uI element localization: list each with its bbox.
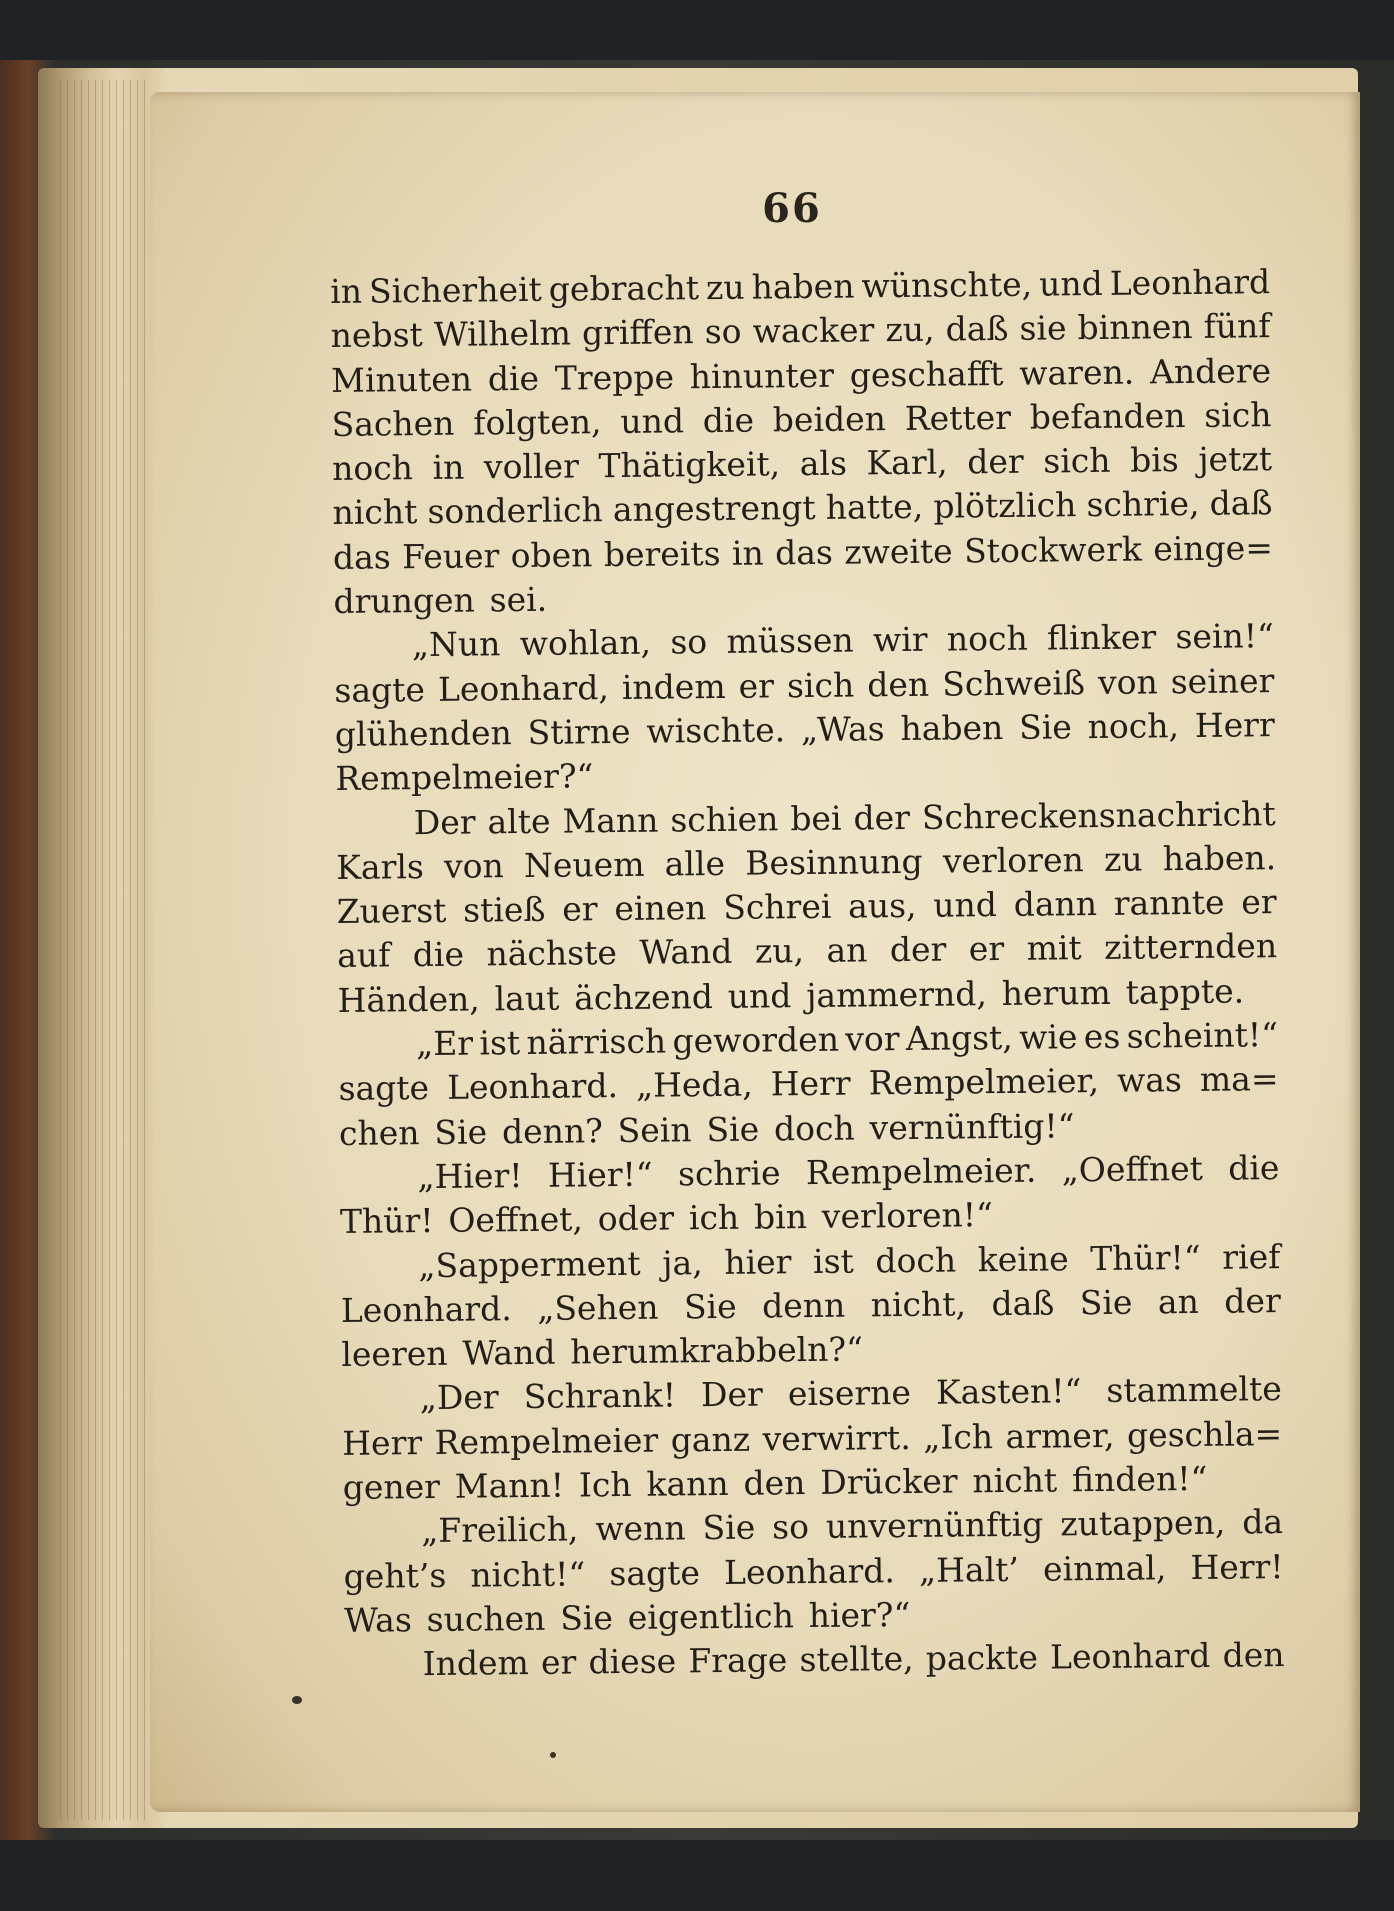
word: Sie xyxy=(706,1109,760,1149)
word: was xyxy=(1116,1060,1183,1101)
word: Herr xyxy=(342,1422,423,1463)
word: Der xyxy=(700,1374,764,1415)
word: Stirne xyxy=(527,711,631,752)
word: Mann! xyxy=(454,1465,565,1506)
word: alle xyxy=(664,843,726,884)
word: „Nun xyxy=(411,624,501,665)
word: sich xyxy=(1043,441,1111,481)
word: wacker xyxy=(752,310,875,351)
word: „Ich xyxy=(922,1416,994,1457)
word: geworden xyxy=(672,1019,840,1061)
word: Herr! xyxy=(1190,1546,1284,1587)
word: waren. xyxy=(1019,352,1135,393)
word: scheint!“ xyxy=(1126,1015,1279,1056)
word: Schweiß xyxy=(942,662,1086,704)
word: noch xyxy=(946,619,1028,659)
word: binnen xyxy=(1077,307,1193,348)
word: ich xyxy=(688,1198,740,1238)
word: bin xyxy=(753,1197,808,1237)
word: als xyxy=(799,443,848,484)
word: haben xyxy=(751,266,855,307)
word: „Heda, xyxy=(635,1064,753,1106)
page-number: 66 xyxy=(762,185,822,232)
word: von xyxy=(443,846,505,886)
word: Neuem xyxy=(523,844,645,885)
word: gebracht xyxy=(548,268,700,309)
word: „Oeffnet xyxy=(1061,1148,1204,1190)
word: unvernünftig xyxy=(825,1504,1044,1547)
word: Treppe xyxy=(554,356,675,398)
word: „Sapperment xyxy=(418,1243,641,1285)
word: nicht!“ xyxy=(470,1554,586,1595)
word: nebst xyxy=(330,315,423,356)
word: der xyxy=(889,930,947,970)
word: tappte. xyxy=(1125,971,1245,1012)
word: Leonhard. xyxy=(723,1550,896,1592)
word: Schreckensnachricht xyxy=(921,793,1276,837)
page-edges xyxy=(60,80,150,1820)
word: von xyxy=(1097,662,1158,702)
word: und xyxy=(727,975,792,1016)
word: Thätigkeit, xyxy=(598,444,781,486)
word: schrie xyxy=(677,1153,781,1194)
word: rannte xyxy=(1113,882,1225,923)
word: den xyxy=(867,664,930,705)
word: daß xyxy=(991,1283,1055,1323)
word: Rempelmeier?“ xyxy=(335,756,594,799)
word: Karl, xyxy=(866,442,948,483)
word: ächzend xyxy=(573,976,714,1018)
word: finden!“ xyxy=(1071,1458,1208,1500)
word: Rempelmeier, xyxy=(868,1061,1100,1103)
word: stellte, xyxy=(799,1639,914,1680)
word: keine xyxy=(977,1238,1069,1279)
word: Herr xyxy=(1194,705,1275,745)
word: sagte xyxy=(338,1068,430,1109)
word: den xyxy=(743,1463,806,1503)
word: Indem xyxy=(422,1643,530,1684)
word: bis xyxy=(1129,440,1179,480)
word: hatte, xyxy=(825,487,924,528)
word: Sie xyxy=(560,1598,614,1638)
word: er xyxy=(1241,882,1277,922)
word: er xyxy=(540,1642,577,1683)
word: „Er xyxy=(415,1023,474,1064)
word: sie xyxy=(1019,308,1067,349)
word: leeren xyxy=(341,1333,448,1375)
word: einen xyxy=(614,888,707,929)
word: auf xyxy=(336,935,391,976)
word: der xyxy=(853,797,911,838)
word: stammelte xyxy=(1106,1369,1282,1411)
word: Angst, xyxy=(905,1017,1014,1059)
word: befanden xyxy=(1029,395,1186,437)
word: der xyxy=(967,441,1024,482)
word: ma= xyxy=(1199,1059,1279,1100)
word: voller xyxy=(483,446,580,487)
word: schien xyxy=(670,798,779,840)
word: oder xyxy=(597,1198,675,1239)
word: er xyxy=(968,929,1005,969)
word: Sie xyxy=(683,1286,737,1327)
word: wie xyxy=(1018,1017,1078,1057)
word: eigentlich xyxy=(627,1596,795,1637)
word: plötzlich xyxy=(933,485,1077,527)
word: zu xyxy=(1103,839,1143,879)
word: Oeffnet, xyxy=(448,1199,584,1241)
word: Karls xyxy=(336,846,425,887)
word: nicht, xyxy=(870,1284,967,1325)
word: drungen xyxy=(333,580,475,622)
word: Wand xyxy=(639,932,733,973)
word: zweite xyxy=(843,531,953,572)
word: jammernd, xyxy=(805,973,988,1015)
word: suchen xyxy=(426,1598,546,1639)
word: Ich xyxy=(578,1464,632,1505)
word: beiden xyxy=(772,399,887,440)
word: nicht xyxy=(972,1460,1058,1501)
word: angestrengt xyxy=(612,488,816,530)
word: Sachen xyxy=(331,403,455,444)
word: und xyxy=(1038,263,1103,304)
word: Feuer xyxy=(401,536,500,577)
word: Sie xyxy=(1018,707,1073,747)
word: laut xyxy=(494,978,560,1019)
word: glühenden xyxy=(334,713,512,754)
word: das xyxy=(774,532,834,573)
word: Kasten!“ xyxy=(935,1371,1082,1413)
word: die xyxy=(1228,1148,1280,1188)
word: er xyxy=(738,666,775,706)
word: närrisch xyxy=(526,1021,667,1063)
word: aus, xyxy=(847,886,917,926)
word: Rempelmeier. xyxy=(805,1150,1037,1193)
word: Der xyxy=(413,802,476,842)
word: sein!“ xyxy=(1175,616,1275,657)
word: sich xyxy=(1204,395,1272,435)
word: Hier!“ xyxy=(547,1154,653,1195)
word: Leonhard, xyxy=(437,667,610,709)
word: hier xyxy=(724,1241,792,1282)
word: mit xyxy=(1026,928,1082,969)
word: Retter xyxy=(904,397,1012,438)
word: geht’s xyxy=(343,1555,447,1596)
word: nicht xyxy=(332,492,418,533)
word: Frage xyxy=(688,1640,788,1681)
word: und xyxy=(933,885,998,925)
word: diese xyxy=(588,1641,677,1682)
word: wenn xyxy=(595,1508,686,1549)
word: noch, xyxy=(1087,706,1180,747)
word: in xyxy=(330,271,363,311)
word: müssen xyxy=(726,620,854,662)
word: das xyxy=(332,537,391,577)
word: die xyxy=(487,358,540,398)
word: herum xyxy=(1001,972,1112,1013)
word: so xyxy=(704,311,742,352)
word: bei xyxy=(790,798,842,838)
word: Wilhelm xyxy=(433,313,572,355)
word: folgten, xyxy=(473,402,602,443)
word: „Sehen xyxy=(537,1287,659,1328)
word: denn xyxy=(761,1285,846,1326)
word: noch xyxy=(331,448,414,489)
word: da xyxy=(1242,1502,1284,1542)
word: vor xyxy=(845,1019,900,1059)
word: Rempelmeier xyxy=(434,1420,659,1462)
word: seiner xyxy=(1170,660,1275,701)
word: sonderlich xyxy=(427,490,603,532)
word: schrie, xyxy=(1086,484,1200,525)
word: nächste xyxy=(486,933,618,974)
body-text xyxy=(330,260,1285,1687)
word: flinker xyxy=(1046,617,1157,658)
word: verloren xyxy=(942,839,1084,881)
word: an xyxy=(826,930,868,971)
word: wischte. xyxy=(646,710,786,751)
word: denn? xyxy=(501,1110,604,1151)
word: Leonhard. xyxy=(446,1066,619,1108)
word: in xyxy=(731,533,764,573)
word: ist xyxy=(479,1023,521,1063)
word: griffen xyxy=(581,312,694,353)
word: verwirrt. xyxy=(762,1417,911,1459)
word: Sie xyxy=(702,1507,756,1548)
word: „Was xyxy=(800,709,885,750)
word: daß xyxy=(1209,483,1273,524)
word: sei. xyxy=(489,579,548,620)
word: packte xyxy=(925,1637,1039,1679)
word: sich xyxy=(786,665,855,705)
word: Schrank! xyxy=(523,1375,677,1417)
word: gener xyxy=(342,1466,441,1507)
word: Leonhard xyxy=(1049,1636,1211,1677)
word: und xyxy=(620,401,685,441)
word: Thür!“ xyxy=(1090,1237,1201,1278)
word: der xyxy=(1224,1280,1281,1321)
word: so xyxy=(670,622,708,662)
word: ganz xyxy=(670,1419,751,1460)
word: wohlan, xyxy=(519,623,652,664)
word: dann xyxy=(1013,884,1098,925)
word: es xyxy=(1083,1016,1121,1057)
word: haben xyxy=(900,707,1004,749)
word: doch xyxy=(773,1108,855,1149)
word: einge= xyxy=(1153,527,1274,569)
word: rief xyxy=(1222,1236,1281,1277)
word: Herr xyxy=(770,1063,851,1104)
word: alte xyxy=(487,801,551,841)
word: stieß xyxy=(462,889,546,930)
word: „Halt’ xyxy=(918,1549,1020,1590)
word: Schrei xyxy=(723,886,832,928)
word: „Der xyxy=(419,1377,499,1418)
word: Leonhard xyxy=(1109,262,1271,303)
word: Sie xyxy=(1079,1282,1133,1323)
word: wir xyxy=(872,620,928,660)
word: „Freilich, xyxy=(421,1509,579,1551)
ink-fleck xyxy=(550,1752,556,1758)
word: so xyxy=(771,1507,810,1547)
word: Minuten xyxy=(330,359,473,400)
word: armer, xyxy=(1005,1415,1115,1456)
word: haben. xyxy=(1162,837,1277,879)
word: die xyxy=(412,935,465,975)
word: kann xyxy=(646,1463,729,1504)
word: zu xyxy=(705,267,745,308)
word: jetzt xyxy=(1198,439,1273,480)
word: wünschte, xyxy=(861,264,1033,306)
word: Mann xyxy=(562,800,659,841)
word: den xyxy=(1222,1635,1285,1675)
word: Was xyxy=(343,1600,413,1640)
word: zu, xyxy=(754,931,805,972)
word: bereits xyxy=(603,533,721,574)
word: fünf xyxy=(1203,306,1271,347)
word: Wand xyxy=(462,1332,556,1373)
word: eiserne xyxy=(787,1373,912,1414)
word: einmal, xyxy=(1042,1547,1167,1589)
word: Thür! xyxy=(339,1201,434,1242)
word: geschla= xyxy=(1126,1413,1283,1455)
word: hier?“ xyxy=(808,1594,911,1635)
word: geschafft xyxy=(849,353,1004,395)
word: ja, xyxy=(662,1242,703,1283)
word: herumkrabbeln?“ xyxy=(570,1329,864,1372)
word: chen xyxy=(338,1112,420,1153)
word: „Hier! xyxy=(417,1155,523,1197)
word: Sicherheit xyxy=(368,269,543,311)
word: Händen, xyxy=(337,979,480,1020)
word: hinunter xyxy=(689,355,835,396)
ink-fleck xyxy=(292,1696,302,1704)
word: sagte xyxy=(334,669,426,710)
word: Leonhard. xyxy=(340,1288,512,1330)
word: die xyxy=(702,400,755,440)
word: zitternden xyxy=(1103,926,1278,968)
word: indem xyxy=(621,666,726,707)
word: Sein xyxy=(617,1109,692,1150)
word: verloren!“ xyxy=(821,1195,994,1237)
word: zutappen, xyxy=(1060,1503,1226,1544)
word: Andere xyxy=(1149,350,1272,392)
word: er xyxy=(562,889,598,929)
word: doch xyxy=(875,1240,957,1280)
word: daß xyxy=(945,309,1009,349)
word: Drücker xyxy=(820,1461,958,1502)
word: in xyxy=(432,447,465,488)
word: ist xyxy=(812,1241,855,1281)
word: an xyxy=(1157,1281,1200,1322)
word: zu, xyxy=(885,309,935,350)
word: Stockwerk xyxy=(963,529,1143,571)
word: Zuerst xyxy=(336,890,447,932)
word: Besinnung xyxy=(744,841,923,883)
word: vernünftig!“ xyxy=(869,1105,1075,1148)
word: sagte xyxy=(609,1552,701,1593)
word: Sie xyxy=(434,1112,488,1152)
word: oben xyxy=(510,535,593,575)
